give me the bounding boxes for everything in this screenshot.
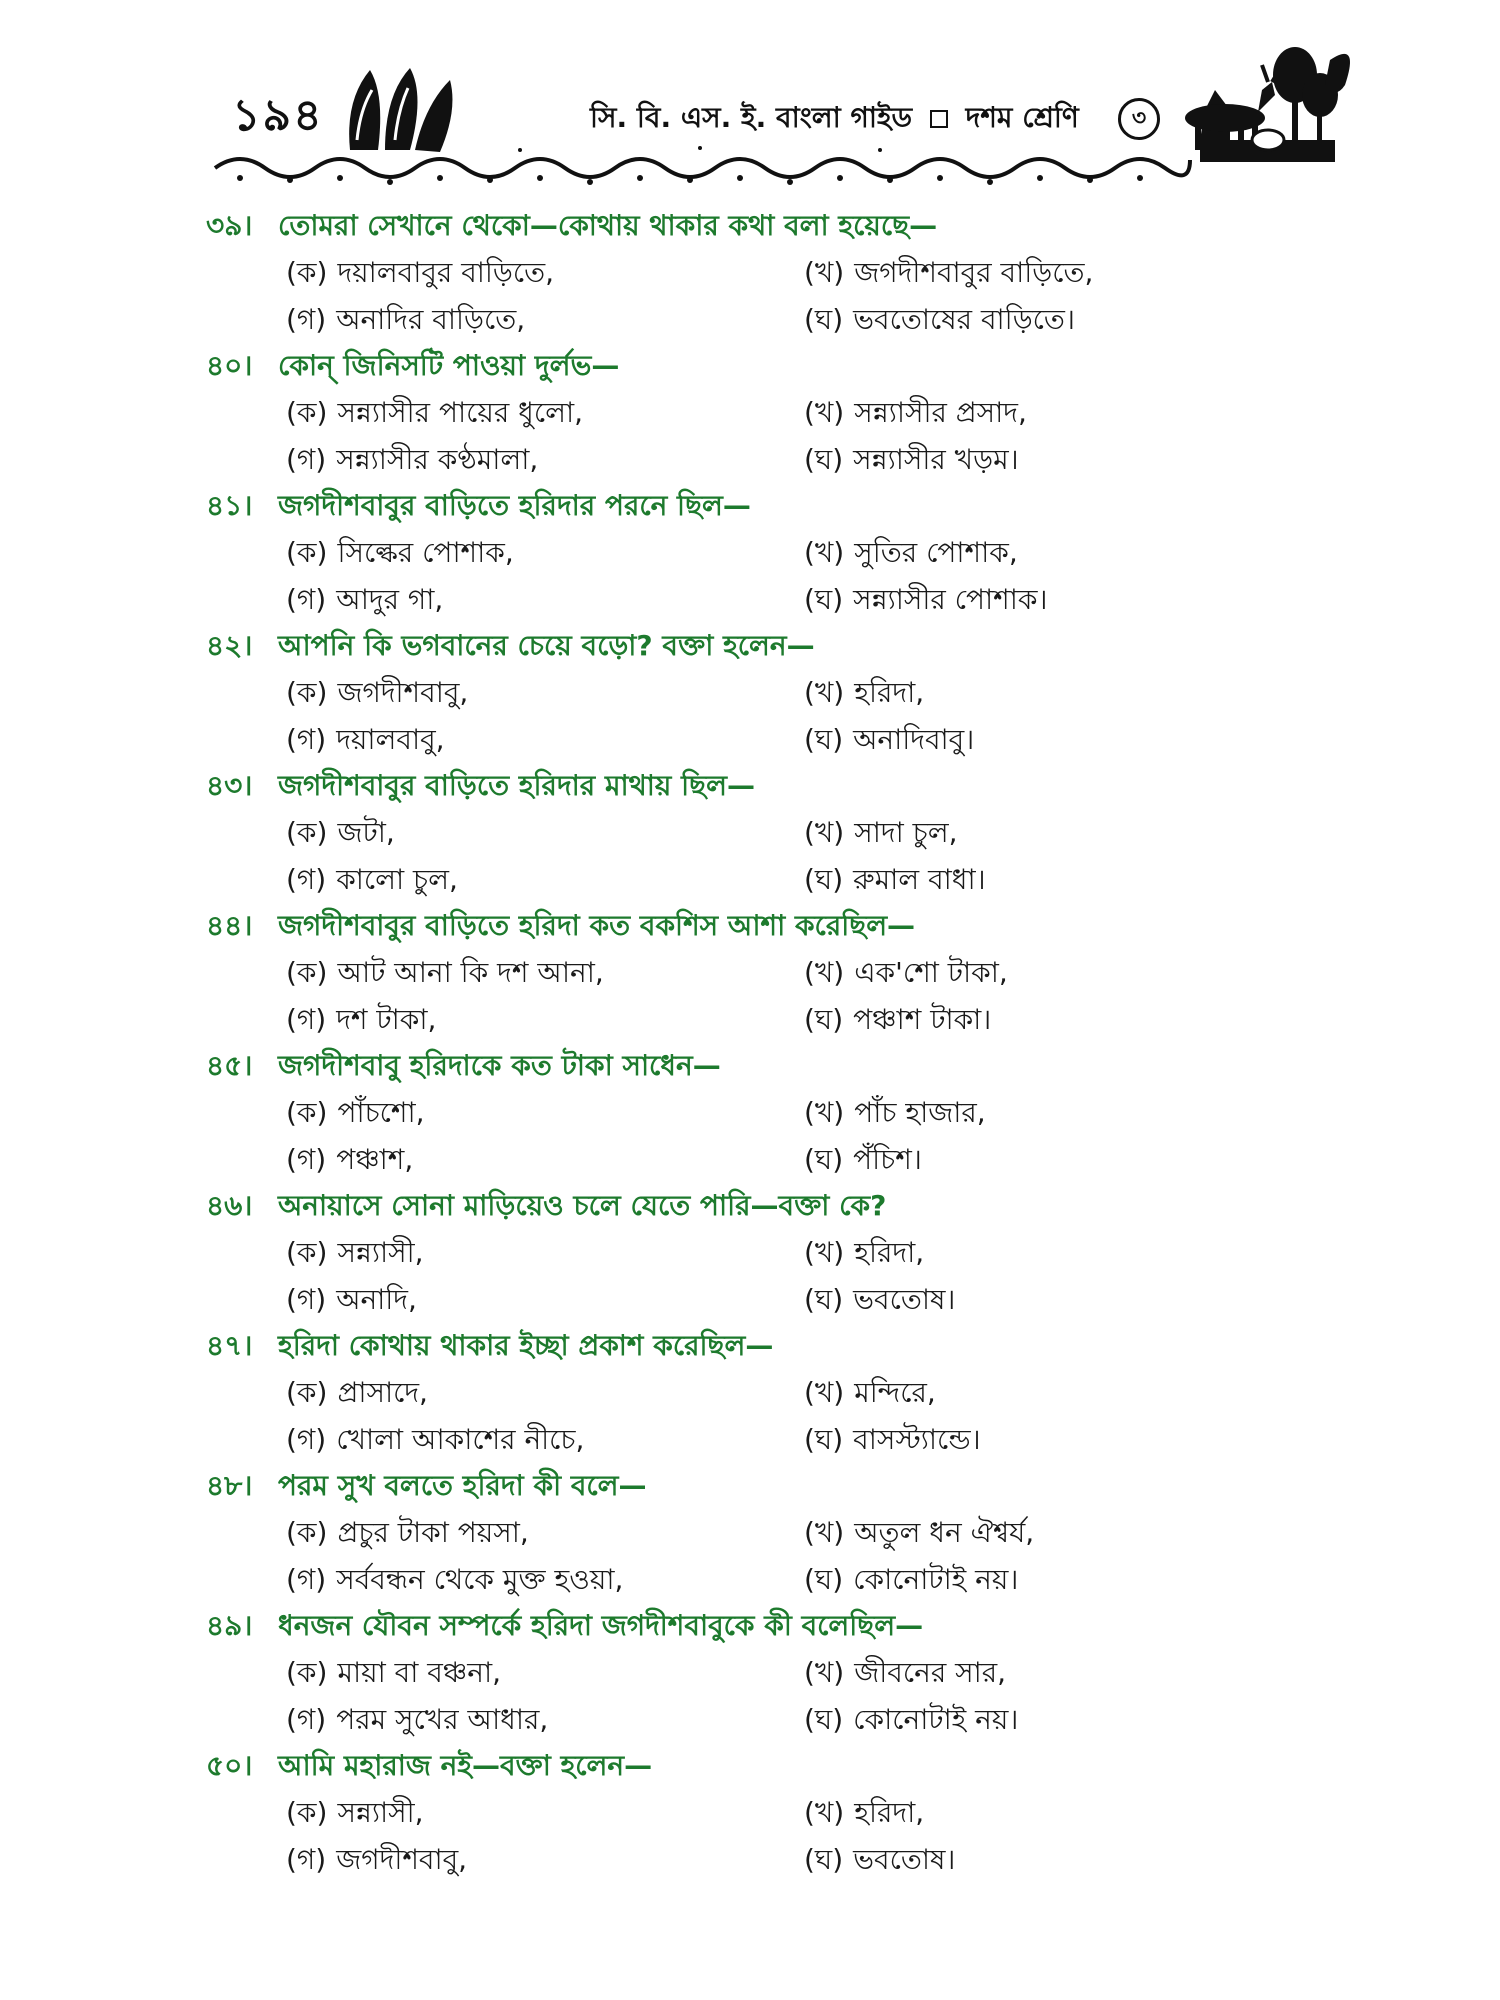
option-label: (ঘ): [804, 1283, 844, 1316]
option-row: [206, 1369, 1316, 1416]
page-header: [0, 0, 1500, 200]
option-item: [206, 436, 804, 483]
option-label: (খ): [804, 1376, 845, 1409]
question-item: [206, 903, 1316, 1043]
option-label: (ঘ): [804, 303, 844, 336]
option-text: সর্ববন্ধন থেকে মুক্ত হওয়া,: [336, 1563, 624, 1596]
question-stem: [206, 903, 1316, 949]
option-item: [804, 389, 1316, 436]
option-text: হরিদা,: [854, 1236, 925, 1269]
option-text: কালো চুল,: [336, 863, 458, 896]
question-item: [206, 343, 1316, 483]
option-row: [206, 996, 1316, 1043]
option-text: জগদীশবাবু,: [337, 676, 469, 709]
option-label: (ক): [286, 816, 328, 849]
option-row: [206, 1089, 1316, 1136]
option-item: [206, 1836, 804, 1883]
option-text: সন্ন্যাসী,: [337, 1236, 424, 1269]
option-label: (গ): [286, 863, 327, 896]
option-item: [206, 809, 804, 856]
option-label: (গ): [286, 583, 327, 616]
option-item: [206, 716, 804, 763]
option-item: [804, 1649, 1316, 1696]
question-stem: [206, 1463, 1316, 1509]
question-item: [206, 1043, 1316, 1183]
option-row: [206, 1276, 1316, 1323]
option-row: [206, 1136, 1316, 1183]
option-label: (ক): [286, 396, 328, 429]
option-label: (ক): [286, 1656, 328, 1689]
option-item: [206, 949, 804, 996]
option-label: (খ): [804, 956, 845, 989]
question-text: জগদীশবাবুর বাড়িতে হরিদার মাথায় ছিল—: [278, 769, 755, 802]
question-stem: [206, 343, 1316, 389]
question-number: ৪৭।: [206, 1329, 253, 1362]
goat-and-trees-icon: [1185, 47, 1350, 162]
book-title: সি. বি. এস. ই. বাংলা গাইড: [590, 101, 913, 134]
option-item: [804, 436, 1316, 483]
option-text: জগদীশবাবু,: [336, 1843, 468, 1876]
option-item: [206, 1276, 804, 1323]
option-label: (খ): [804, 256, 845, 289]
wavy-border-icon: [215, 159, 1190, 177]
option-label: (ঘ): [804, 1423, 844, 1456]
question-text: অনায়াসে সোনা মাড়িয়েও চলে যেতে পারি—বক্তা কে?: [278, 1189, 887, 1222]
option-text: সিল্কের পোশাক,: [337, 536, 514, 569]
question-number: ৪৪।: [206, 909, 253, 942]
option-text: কোনোটাই নয়।: [853, 1563, 1019, 1596]
option-item: [804, 1276, 1316, 1323]
option-label: (ঘ): [804, 1703, 844, 1736]
running-title: [590, 96, 1079, 143]
question-number: ৪১।: [206, 489, 253, 522]
option-label: (ক): [286, 1516, 328, 1549]
option-text: সন্ন্যাসীর পায়ের ধুলো,: [337, 396, 583, 429]
option-text: সন্ন্যাসীর পোশাক।: [853, 583, 1048, 616]
question-stem: [206, 203, 1316, 249]
question-item: [206, 203, 1316, 343]
option-label: (খ): [804, 536, 845, 569]
option-row: [206, 529, 1316, 576]
option-row: [206, 669, 1316, 716]
option-label: (খ): [804, 396, 845, 429]
option-label: (গ): [286, 723, 327, 756]
question-stem: [206, 1323, 1316, 1369]
grass-blades-icon: [349, 68, 452, 152]
option-label: (ক): [286, 1236, 328, 1269]
option-item: [206, 529, 804, 576]
option-row: [206, 436, 1316, 483]
question-stem: [206, 1043, 1316, 1089]
option-text: অনাদিবাবু।: [853, 723, 975, 756]
option-label: (গ): [286, 1843, 327, 1876]
option-row: [206, 1649, 1316, 1696]
question-item: [206, 623, 1316, 763]
option-row: [206, 1229, 1316, 1276]
option-label: (গ): [286, 1703, 327, 1736]
option-item: [206, 1136, 804, 1183]
option-label: (ক): [286, 676, 328, 709]
option-item: [206, 1556, 804, 1603]
question-number: ৩৯।: [206, 209, 253, 242]
option-label: (খ): [804, 676, 845, 709]
option-text: ভবতোষ।: [853, 1283, 956, 1316]
option-text: বাসস্ট্যান্ডে।: [853, 1423, 981, 1456]
option-row: [206, 809, 1316, 856]
option-item: [206, 1789, 804, 1836]
option-label: (গ): [286, 1563, 327, 1596]
option-row: [206, 1509, 1316, 1556]
option-item: [206, 1416, 804, 1463]
option-label: (ক): [286, 1376, 328, 1409]
option-label: (ঘ): [804, 583, 844, 616]
option-label: (ঘ): [804, 1843, 844, 1876]
option-item: [804, 996, 1316, 1043]
option-label: (ঘ): [804, 863, 844, 896]
question-text: জগদীশবাবুর বাড়িতে হরিদার পরনে ছিল—: [278, 489, 751, 522]
question-text: আপনি কি ভগবানের চেয়ে বড়ো? বক্তা হলেন—: [278, 629, 815, 662]
option-text: পাঁচ হাজার,: [854, 1096, 986, 1129]
question-number: ৪৬।: [206, 1189, 253, 1222]
question-text: আমি মহারাজ নই—বক্তা হলেন—: [278, 1749, 653, 1782]
question-text: তোমরা সেখানে থেকো—কোথায় থাকার কথা বলা হয়েছে—: [278, 209, 938, 242]
option-label: (খ): [804, 1656, 845, 1689]
class-title: দশম শ্রেণি: [965, 101, 1079, 134]
option-label: (ঘ): [804, 1563, 844, 1596]
option-row: [206, 389, 1316, 436]
option-text: হরিদা,: [854, 676, 925, 709]
option-text: মায়া বা বঞ্চনা,: [337, 1656, 502, 1689]
question-number: ৪০।: [206, 349, 253, 382]
option-text: অতুল ধন ঐশ্বর্য,: [854, 1516, 1035, 1549]
option-label: (ক): [286, 536, 328, 569]
option-label: (গ): [286, 303, 327, 336]
option-text: দয়ালবাবু,: [336, 723, 445, 756]
question-text: জগদীশবাবু হরিদাকে কত টাকা সাধেন—: [278, 1049, 721, 1082]
option-item: [206, 1229, 804, 1276]
option-text: পঞ্চাশ টাকা।: [853, 1003, 992, 1036]
option-item: [206, 1696, 804, 1743]
option-text: জগদীশবাবুর বাড়িতে,: [854, 256, 1094, 289]
option-label: (ক): [286, 956, 328, 989]
option-item: [804, 716, 1316, 763]
option-label: (ক): [286, 1796, 328, 1829]
option-item: [804, 1509, 1316, 1556]
option-item: [804, 249, 1316, 296]
option-item: [804, 1089, 1316, 1136]
option-text: ভবতোষ।: [853, 1843, 956, 1876]
option-item: [804, 529, 1316, 576]
question-item: [206, 1183, 1316, 1323]
question-item: [206, 763, 1316, 903]
option-item: [804, 856, 1316, 903]
option-text: এক'শো টাকা,: [854, 956, 1008, 989]
option-item: [206, 1649, 804, 1696]
option-text: খোলা আকাশের নীচে,: [336, 1423, 585, 1456]
option-label: (খ): [804, 1236, 845, 1269]
option-text: দয়ালবাবুর বাড়িতে,: [337, 256, 555, 289]
question-stem: [206, 623, 1316, 669]
option-item: [206, 669, 804, 716]
option-label: (ক): [286, 256, 328, 289]
option-label: (ঘ): [804, 1003, 844, 1036]
option-item: [804, 1369, 1316, 1416]
option-label: (খ): [804, 1796, 845, 1829]
page-number: ১৯৪: [232, 90, 324, 141]
option-row: [206, 1836, 1316, 1883]
question-item: [206, 483, 1316, 623]
question-stem: [206, 1603, 1316, 1649]
option-text: হরিদা,: [854, 1796, 925, 1829]
question-item: [206, 1323, 1316, 1463]
option-row: [206, 576, 1316, 623]
option-text: প্রচুর টাকা পয়সা,: [337, 1516, 529, 1549]
option-text: ভবতোষের বাড়িতে।: [853, 303, 1075, 336]
option-row: [206, 296, 1316, 343]
option-item: [804, 809, 1316, 856]
question-number: ৪৫।: [206, 1049, 253, 1082]
option-label: (ঘ): [804, 723, 844, 756]
question-item: [206, 1743, 1316, 1883]
option-text: সন্ন্যাসীর প্রসাদ,: [854, 396, 1027, 429]
option-item: [206, 1509, 804, 1556]
option-text: দশ টাকা,: [336, 1003, 437, 1036]
question-number: ৪৮।: [206, 1469, 253, 1502]
option-row: [206, 716, 1316, 763]
question-list: [206, 203, 1316, 1883]
option-label: (ক): [286, 1096, 328, 1129]
option-text: প্রাসাদে,: [337, 1376, 428, 1409]
title-separator-icon: [930, 110, 948, 128]
option-text: আট আনা কি দশ আনা,: [337, 956, 604, 989]
option-text: অনাদি,: [336, 1283, 417, 1316]
option-item: [206, 1089, 804, 1136]
chapter-badge: ৩: [1118, 98, 1160, 140]
option-text: পাঁচশো,: [337, 1096, 425, 1129]
option-row: [206, 856, 1316, 903]
question-stem: [206, 763, 1316, 809]
option-label: (খ): [804, 816, 845, 849]
question-number: ৫০।: [206, 1749, 253, 1782]
option-label: (ঘ): [804, 1143, 844, 1176]
option-item: [206, 249, 804, 296]
option-text: আদুর গা,: [336, 583, 444, 616]
option-text: জীবনের সার,: [854, 1656, 1007, 1689]
option-label: (গ): [286, 443, 327, 476]
option-row: [206, 1556, 1316, 1603]
option-item: [206, 996, 804, 1043]
option-item: [804, 1136, 1316, 1183]
option-text: পঞ্চাশ,: [336, 1143, 414, 1176]
option-row: [206, 949, 1316, 996]
question-item: [206, 1463, 1316, 1603]
question-text: কোন্ জিনিসটি পাওয়া দুর্লভ—: [278, 349, 620, 382]
option-label: (খ): [804, 1516, 845, 1549]
question-stem: [206, 1183, 1316, 1229]
option-label: (গ): [286, 1423, 327, 1456]
option-item: [804, 669, 1316, 716]
question-number: ৪২।: [206, 629, 253, 662]
option-text: সাদা চুল,: [854, 816, 958, 849]
option-item: [206, 389, 804, 436]
option-text: সন্ন্যাসী,: [337, 1796, 424, 1829]
option-item: [206, 576, 804, 623]
option-item: [206, 1369, 804, 1416]
option-item: [804, 1556, 1316, 1603]
option-label: (ঘ): [804, 443, 844, 476]
question-stem: [206, 1743, 1316, 1789]
option-text: পরম সুখের আধার,: [336, 1703, 549, 1736]
question-text: জগদীশবাবুর বাড়িতে হরিদা কত বকশিস আশা করেছিল—: [278, 909, 916, 942]
option-text: রুমাল বাধা।: [853, 863, 986, 896]
option-text: কোনোটাই নয়।: [853, 1703, 1019, 1736]
question-text: ধনজন যৌবন সম্পর্কে হরিদা জগদীশবাবুকে কী বলেছিল—: [278, 1609, 924, 1642]
option-text: পঁচিশ।: [853, 1143, 922, 1176]
question-number: ৪৯।: [206, 1609, 253, 1642]
question-stem: [206, 483, 1316, 529]
option-label: (গ): [286, 1143, 327, 1176]
option-item: [804, 296, 1316, 343]
option-item: [804, 1416, 1316, 1463]
option-item: [804, 949, 1316, 996]
question-number: ৪৩।: [206, 769, 253, 802]
option-text: অনাদির বাড়িতে,: [336, 303, 526, 336]
border-dots-icon: [237, 146, 1143, 185]
option-text: জটা,: [337, 816, 395, 849]
option-item: [206, 856, 804, 903]
option-item: [804, 1789, 1316, 1836]
option-item: [804, 1229, 1316, 1276]
question-text: হরিদা কোথায় থাকার ইচ্ছা প্রকাশ করেছিল—: [278, 1329, 774, 1362]
option-row: [206, 249, 1316, 296]
option-text: সন্ন্যাসীর খড়ম।: [853, 443, 1019, 476]
option-label: (খ): [804, 1096, 845, 1129]
option-label: (গ): [286, 1003, 327, 1036]
option-item: [804, 1696, 1316, 1743]
question-text: পরম সুখ বলতে হরিদা কী বলে—: [278, 1469, 647, 1502]
option-row: [206, 1696, 1316, 1743]
option-text: সন্ন্যাসীর কণ্ঠমালা,: [336, 443, 539, 476]
option-row: [206, 1416, 1316, 1463]
question-item: [206, 1603, 1316, 1743]
option-item: [206, 296, 804, 343]
option-item: [804, 1836, 1316, 1883]
option-text: মন্দিরে,: [854, 1376, 936, 1409]
option-text: সুতির পোশাক,: [854, 536, 1018, 569]
option-row: [206, 1789, 1316, 1836]
option-label: (গ): [286, 1283, 327, 1316]
option-item: [804, 576, 1316, 623]
